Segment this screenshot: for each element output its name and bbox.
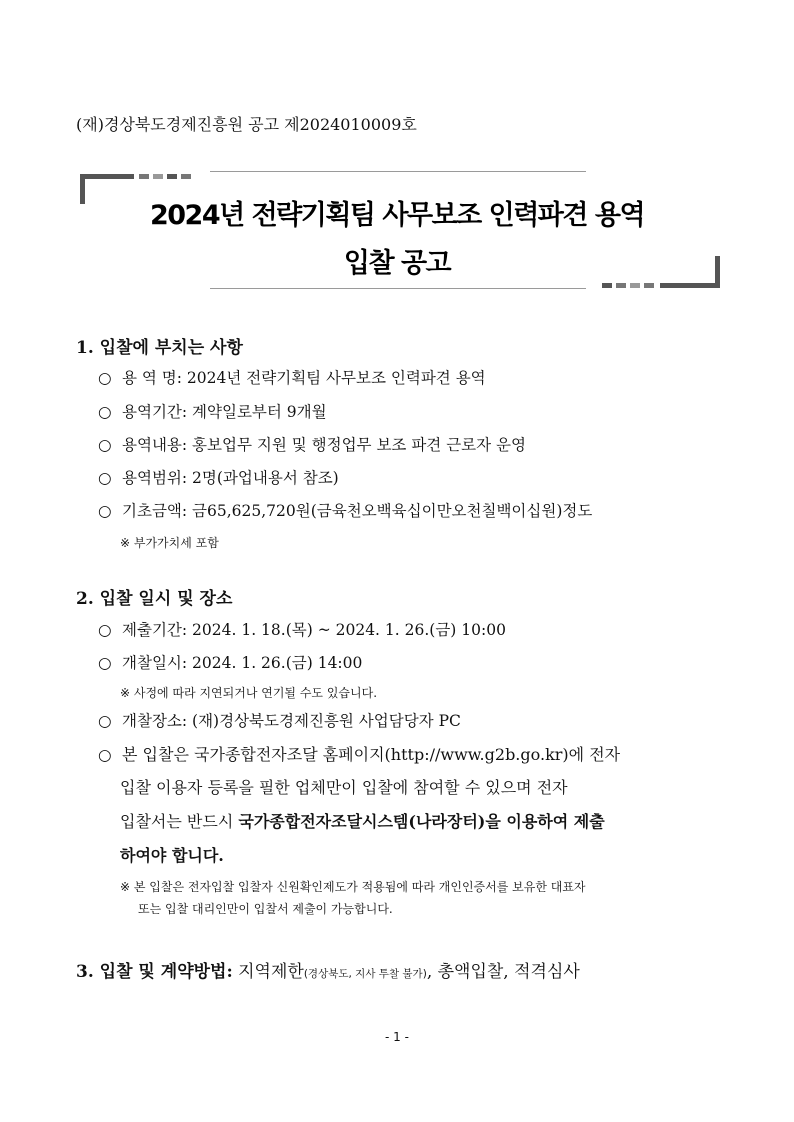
list-item: ○ 용역범위: 2명(과업내용서 참조): [98, 469, 339, 487]
list-item: ○ 제출기간: 2024. 1. 18.(목) ~ 2024. 1. 26.(금) 10:00: [98, 621, 506, 639]
list-item: ○ 용역기간: 계약일로부터 9개월: [98, 403, 327, 421]
vat-note: ※ 부가가치세 포함: [120, 536, 219, 550]
e-bid-note: ※ 본 입찰은 전자입찰 입찰자 신원확인제도가 적용됨에 따라 개인인증서를 보유한 대표자: [120, 880, 586, 894]
frame-line-bottom: [210, 288, 586, 289]
section-3-heading: 3. 입찰 및 계약방법: 지역제한(경상북도, 지사 투찰 불가), 총액입찰, 적격심사: [76, 962, 580, 982]
frame-line-top: [210, 171, 586, 172]
title-line-2: 입찰 공고: [343, 248, 451, 279]
frame-square: [616, 283, 626, 288]
page-number: - 1 -: [385, 1030, 409, 1044]
paragraph-line: 입찰서는 반드시 국가종합전자조달시스템(나라장터)을 이용하여 제출: [120, 812, 605, 831]
frame-square: [181, 174, 191, 179]
frame-bar-top-left: [80, 174, 134, 179]
frame-square: [602, 283, 612, 288]
frame-square: [167, 174, 177, 179]
title-line-1: 2024년 전략기획팀 사무보조 인력파견 용역: [149, 200, 645, 231]
e-bid-note: 또는 입찰 대리인만이 입찰서 제출이 가능합니다.: [138, 902, 393, 916]
frame-square: [630, 283, 640, 288]
frame-square: [644, 283, 654, 288]
frame-bar-bottom-right: [660, 283, 720, 288]
list-item: ○ 개찰일시: 2024. 1. 26.(금) 14:00: [98, 654, 363, 672]
list-item: ○ 본 입찰은 국가종합전자조달 홈페이지(http://www.g2b.go.kr)에 전자: [98, 745, 621, 764]
frame-square: [153, 174, 163, 179]
list-item: ○ 기초금액: 금65,625,720원(금육천오백육십이만오천칠백이십원)정도: [98, 502, 593, 520]
paragraph-line: 입찰 이용자 등록을 필한 업체만이 입찰에 참여할 수 있으며 전자: [120, 778, 568, 797]
delay-note: ※ 사정에 따라 지연되거나 연기될 수도 있습니다.: [120, 686, 378, 700]
list-item: ○ 용 역 명: 2024년 전략기획팀 사무보조 인력파견 용역: [98, 369, 486, 387]
section-2-heading: 2. 입찰 일시 및 장소: [76, 589, 233, 609]
frame-square: [139, 174, 149, 179]
list-item: ○ 개찰장소: (재)경상북도경제진흥원 사업담당자 PC: [98, 712, 461, 730]
section-1-heading: 1. 입찰에 부치는 사항: [76, 338, 243, 358]
paragraph-line: 하여야 합니다.: [120, 846, 224, 865]
notice-number: (재)경상북도경제진흥원 공고 제2024010009호: [76, 115, 417, 134]
list-item: ○ 용역내용: 홍보업무 지원 및 행정업무 보조 파견 근로자 운영: [98, 436, 526, 454]
